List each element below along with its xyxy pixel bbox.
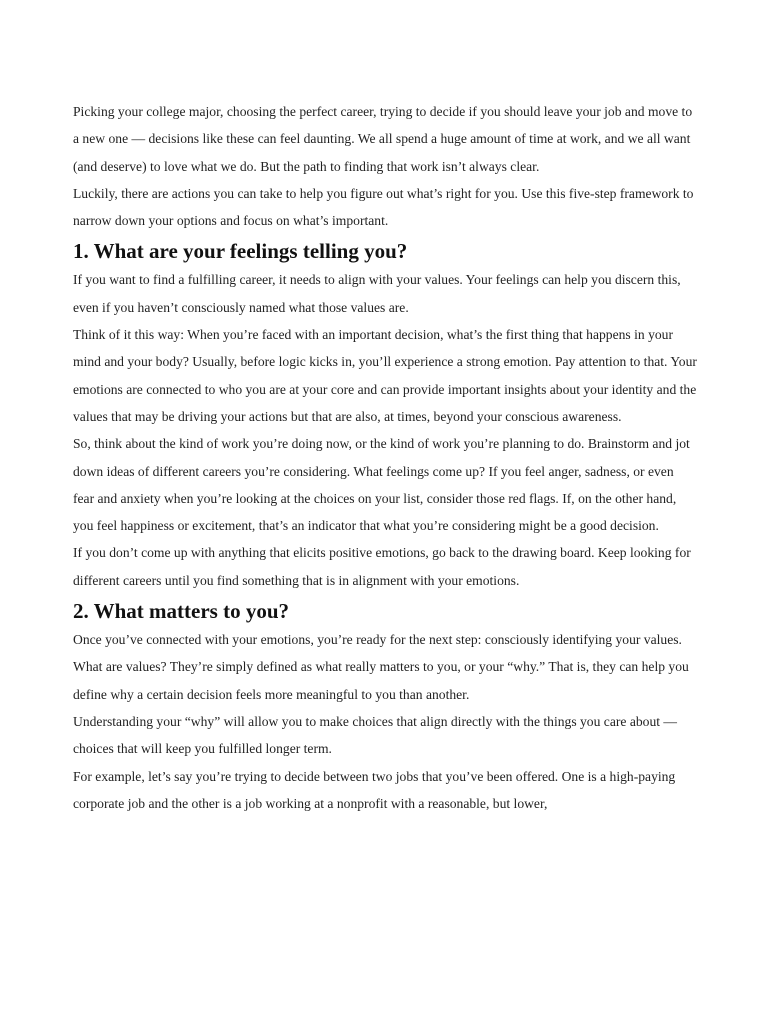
intro-paragraph-2: Luckily, there are actions you can take to help you figure out what’s right for you. Use this five-step framework to narrow down your options and focus on what’s important. [73, 185, 694, 229]
section-1-paragraph-3: So, think about the kind of work you’re doing now, or the kind of work you’re planning to do. Brainstorm and jot down ideas of different careers you’re considering. What feelings come up? If you feel anger, sadness, or even fear and anxiety when you’re looking at the choices on your list, consider those red flags. If, on the other hand, you feel happiness or excitement, that’s an indicator that what you’re considering might be a good decision. [73, 436, 690, 534]
section-1-paragraph-2: Think of it this way: When you’re faced with an important decision, what’s the first thing that happens in your mind and your body? Usually, before logic kicks in, you’ll experience a strong emotion. Pay attention to that. Your emotions are connected to who you are at your core and can provide important insights about your identity and the values that may be driving your actions but that are also, at times, beyond your conscious awareness. [73, 327, 697, 424]
section-1-paragraph-4: If you don’t come up with anything that elicits positive emotions, go back to the drawing board. Keep looking for different careers until you find something that is in alignment with your emotions. [73, 545, 691, 588]
section-1-paragraph-1: If you want to find a fulfilling career, it needs to align with your values. Your feelings can help you discern this, even if you haven’t consciously named what those values are. [73, 272, 681, 315]
section-2-paragraph-2: What are values? They’re simply defined as what really matters to you, or your “why.” That is, they can help you define why a certain decision feels more meaningful to you than another. [73, 659, 689, 702]
intro-paragraph-1: Picking your college major, choosing the perfect career, trying to decide if you should leave your job and move to a new one — decisions like these can feel daunting. We all spend a huge amount of time at work, and we all want (and deserve) to love what we do. But the path to finding that work isn’t always clear. [73, 104, 693, 174]
document-page [73, 98, 698, 817]
section-2-heading: 2. What matters to you? [73, 599, 290, 624]
section-2-paragraph-3: Understanding your “why” will allow you to make choices that align directly with the things you care about — choices that will keep you fulfilled longer term. [73, 713, 678, 757]
section-2-paragraph-4: For example, let’s say you’re trying to decide between two jobs that you’ve been offered. One is a high-paying corporate job and the other is a job working at a nonprofit with a reasonable, but lower, [73, 768, 676, 811]
section-2-paragraph-1: Once you’ve connected with your emotions, you’re ready for the next step: consciously identifying your values. [73, 632, 682, 648]
section-1-heading: 1. What are your feelings telling you? [73, 239, 408, 264]
